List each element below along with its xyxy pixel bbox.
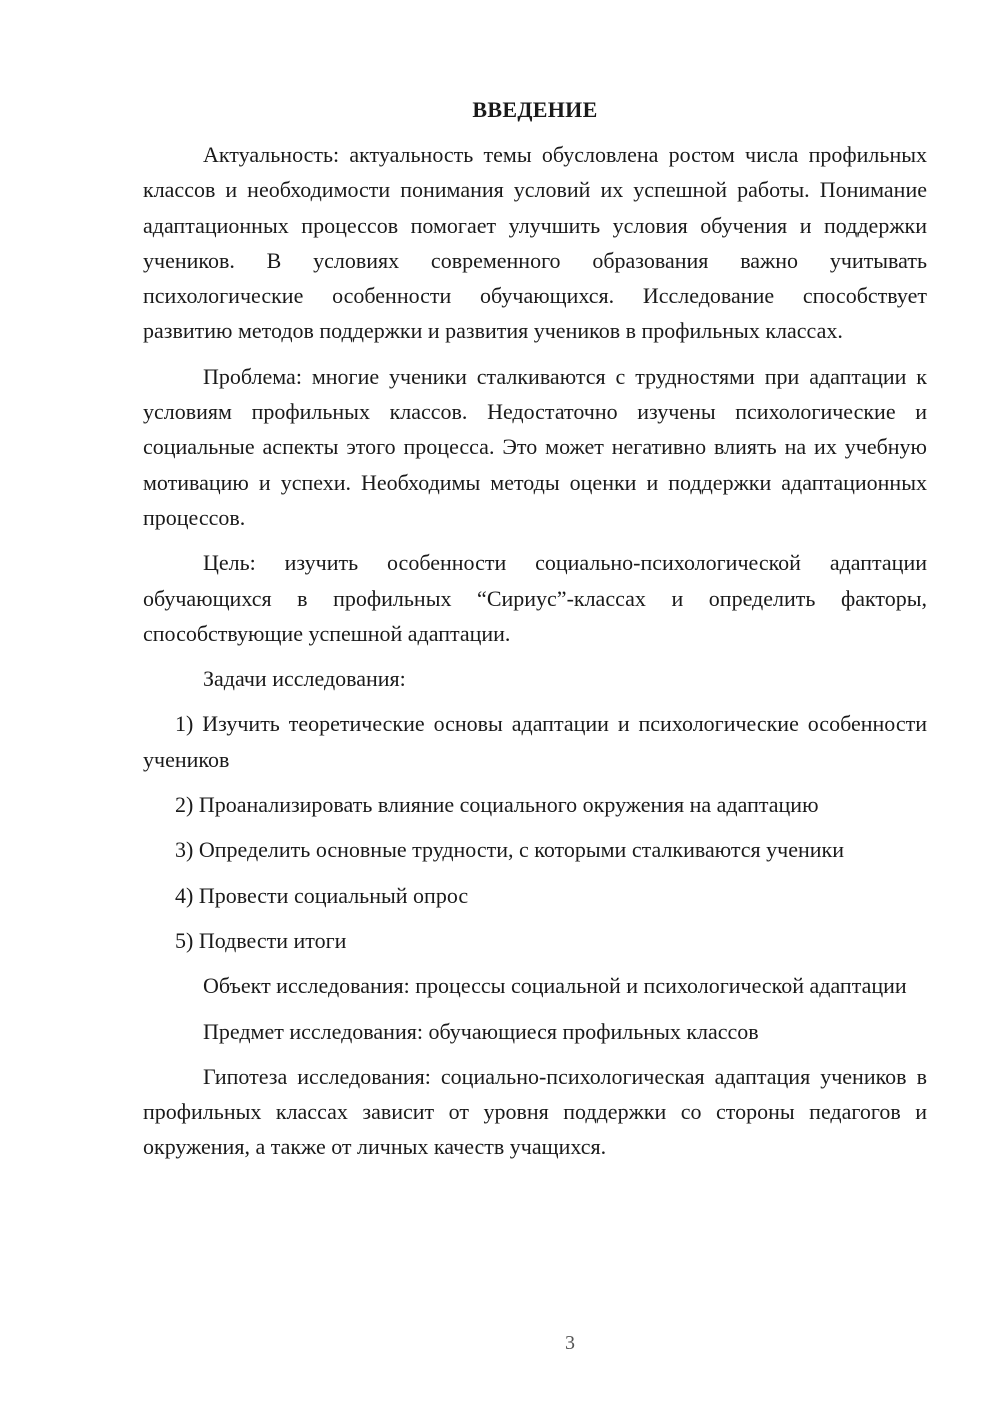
hypothesis-paragraph: Гипотеза исследования: социально-психологическая адаптация учеников в профильных классах зависит от уровня поддержки со стороны педагогов и окружения, а также от личных качеств учащихся.	[143, 1063, 927, 1160]
task-item: 5) Подвести итоги	[175, 927, 347, 953]
page-number: 3	[565, 1332, 575, 1354]
task-item: 3) Определить основные трудности, с которыми сталкиваются ученики	[175, 837, 844, 863]
task-item: 2) Проанализировать влияние социального окружения на адаптацию	[175, 792, 819, 818]
tasks-list	[143, 706, 927, 958]
goal-paragraph: Цель: изучить особенности социально-психологической адаптации обучающихся в профильных “Сириус”-классах и определить факторы, способствующие успешной адаптации.	[143, 550, 927, 646]
subject-paragraph: Предмет исследования: обучающиеся профильных классов	[203, 1018, 759, 1044]
object-paragraph: Объект исследования: процессы социальной и психологической адаптации	[203, 973, 907, 999]
page-number-container	[70, 1332, 1000, 1355]
page-content	[143, 92, 927, 1175]
task-item: 1) Изучить теоретические основы адаптации и психологические особенности учеников	[143, 711, 927, 772]
problem-paragraph: Проблема: многие ученики сталкиваются с трудностями при адаптации к условиям профильных классов. Недостаточно изучены психологические и социальные аспекты этого процесса. Это может негативно влиять на их учебную мотивацию и успехи. Необходимы методы оценки и поддержки адаптационных процессов.	[143, 363, 927, 530]
tasks-intro: Задачи исследования:	[203, 666, 406, 692]
section-heading: ВВЕДЕНИЕ	[472, 97, 598, 122]
relevance-paragraph: Актуальность: актуальность темы обусловлена ростом числа профильных классов и необходимости понимания условий их успешной работы. Понимание адаптационных процессов помогает улучшить условия обучения и поддержки учеников. В условиях современного образования важно учитывать психологические особенности обучающихся. Исследование способствует развитию методов поддержки и развития учеников в профильных классах.	[143, 142, 927, 344]
task-item: 4) Провести социальный опрос	[175, 882, 469, 908]
